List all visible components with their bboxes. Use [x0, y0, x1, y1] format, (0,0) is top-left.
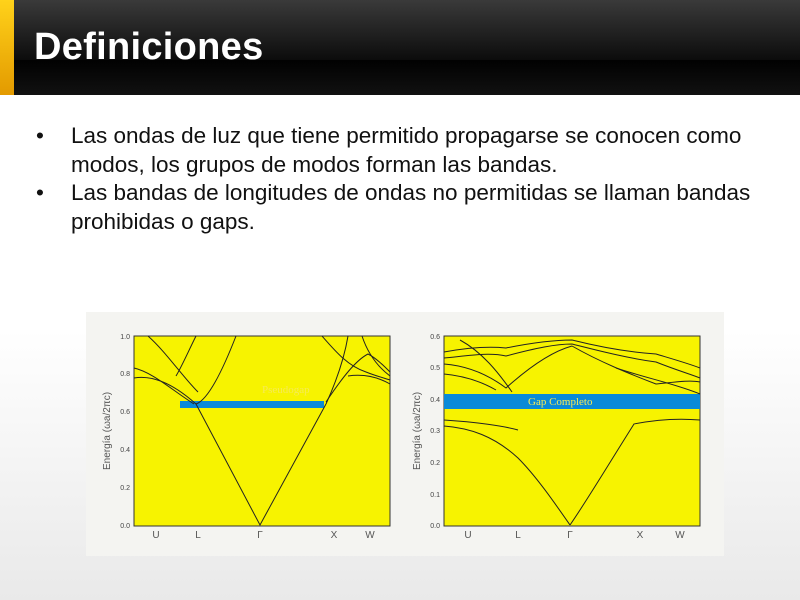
left-x-ticks [152, 530, 375, 541]
right-y-ticks [430, 334, 440, 530]
pseudogap-band [180, 401, 324, 408]
y-tick-label: 0.4 [120, 447, 130, 454]
x-tick-label: L [195, 530, 201, 541]
x-tick-label: U [152, 530, 160, 541]
y-tick-label: 0.0 [430, 523, 440, 530]
bullet-marker: • [36, 180, 44, 205]
x-tick-label: Γ [567, 530, 573, 541]
x-tick-label: U [464, 530, 472, 541]
bullet-item [30, 179, 790, 236]
x-tick-label: X [330, 530, 338, 541]
x-tick-label: L [515, 530, 521, 541]
bullet-marker: • [36, 123, 44, 148]
bullet-item [30, 122, 790, 179]
left-y-axis-label: Energía (ωa/2πc) [102, 391, 113, 471]
left-y-ticks [120, 334, 130, 530]
y-tick-label: 0.6 [120, 409, 130, 416]
y-tick-label: 0.8 [120, 371, 130, 378]
y-tick-label: 0.2 [120, 485, 130, 492]
y-tick-label: 0.1 [430, 492, 440, 499]
slide-title: Definiciones [34, 26, 264, 68]
x-tick-label: X [636, 530, 644, 541]
complete-gap-label: Gap Completo [528, 396, 593, 408]
right-plot [412, 334, 700, 541]
x-tick-label: Γ [257, 530, 263, 541]
y-tick-label: 0.2 [430, 460, 440, 467]
title-accent-stripe [0, 0, 14, 95]
y-tick-label: 0.0 [120, 523, 130, 530]
right-y-axis-label: Energía (ωa/2πc) [412, 391, 423, 471]
band-structure-figure [86, 312, 724, 556]
y-tick-label: 1.0 [120, 334, 130, 341]
band-structure-svg [86, 312, 724, 556]
bullet-text: Las bandas de longitudes de ondas no permitidas se llaman bandas prohibidas o gaps. [71, 180, 751, 234]
left-plot [102, 334, 390, 541]
x-tick-label: W [675, 530, 685, 541]
y-tick-label: 0.3 [430, 428, 440, 435]
y-tick-label: 0.5 [430, 365, 440, 372]
bullet-text: Las ondas de luz que tiene permitido propagarse se conocen como modos, los grupos de modos forman las bandas. [71, 123, 742, 177]
bullet-list [30, 122, 790, 236]
x-tick-label: W [365, 530, 375, 541]
right-x-ticks [464, 530, 685, 541]
pseudogap-label: Pseudogap [262, 384, 310, 396]
y-tick-label: 0.4 [430, 397, 440, 404]
y-tick-label: 0.6 [430, 334, 440, 341]
